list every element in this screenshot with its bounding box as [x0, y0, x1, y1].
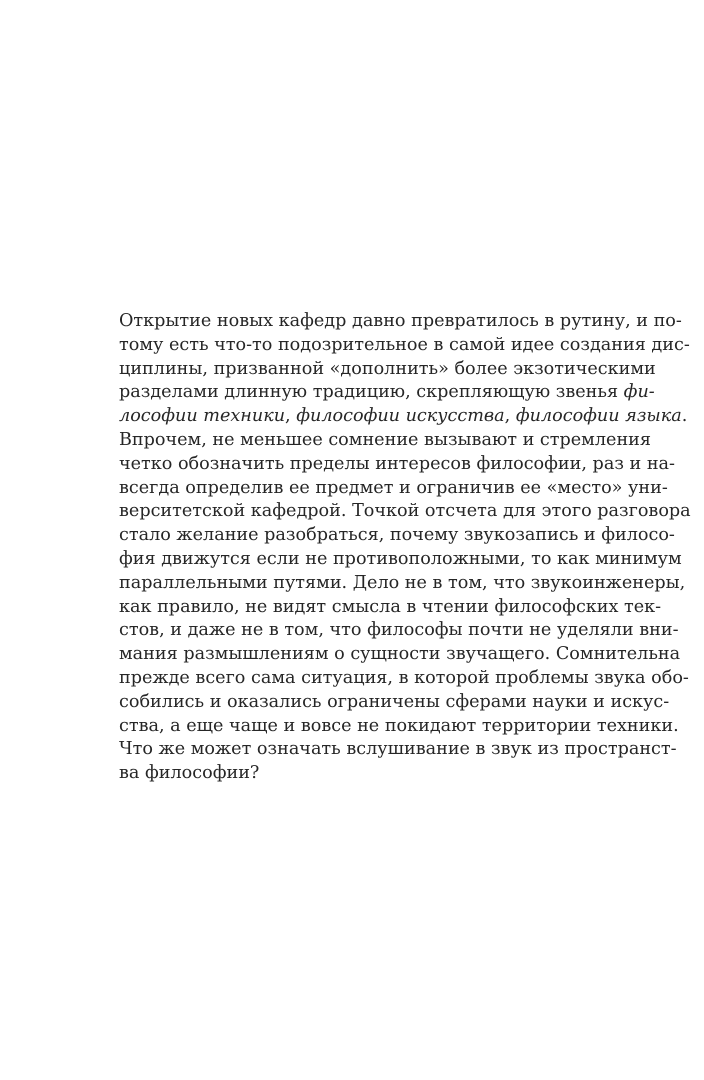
- text-line: [119, 381, 655, 405]
- text-segment: Что же может означать вслушивание в звук из пространст-: [119, 739, 677, 760]
- text-segment: всегда определив ее предмет и ограничив ее «место» уни-: [119, 477, 668, 498]
- italic-text-segment: лософии техники: [119, 406, 286, 427]
- text-segment: стов, и даже не в том, что философы почти не уделяли вни-: [119, 620, 679, 641]
- text-segment: четко обозначить пределы интересов философии, раз и на-: [119, 453, 675, 474]
- text-line: [119, 596, 662, 620]
- italic-text-segment: фи-: [623, 382, 655, 403]
- text-line: [119, 715, 679, 739]
- text-line: [119, 310, 682, 334]
- italic-text-segment: философии языка: [515, 406, 682, 427]
- text-segment: тому есть что-то подозрительное в самой идее создания дис-: [119, 334, 690, 355]
- text-line: [119, 619, 679, 643]
- text-segment: как правило, не видят смысла в чтении философских тек-: [119, 596, 662, 617]
- text-line: [119, 667, 689, 691]
- text-segment: собились и оказались ограничены сферами науки и искус-: [119, 691, 670, 712]
- text-line: [119, 762, 599, 786]
- text-segment: циплины, призванной «дополнить» более экзотическими: [119, 358, 656, 379]
- text-segment: Открытие новых кафедр давно превратилось в рутину, и по-: [119, 311, 682, 331]
- text-segment: ,: [504, 406, 516, 427]
- text-segment: ства, а еще чаще и вовсе не покидают территории техники.: [119, 715, 679, 736]
- text-segment: стало желание разобраться, почему звукозапись и филосо-: [119, 525, 675, 546]
- text-line: [119, 643, 681, 667]
- text-line: [119, 572, 686, 596]
- text-line: [119, 477, 668, 501]
- text-line: [119, 524, 675, 548]
- text-segment: разделами длинную традицию, скрепляющую звенья: [119, 382, 624, 403]
- text-segment: верситетской кафедрой. Точкой отсчета для этого разговора: [119, 501, 691, 522]
- text-line: [119, 500, 691, 524]
- text-segment: Впрочем, не меньшее сомнение вызывают и стремления: [119, 429, 652, 450]
- text-line: [119, 358, 656, 382]
- text-segment: прежде всего сама ситуация, в которой проблемы звука обо-: [119, 667, 689, 688]
- text-line: [119, 691, 670, 715]
- text-segment: фия движутся если не противоположными, то как минимум: [119, 548, 682, 569]
- text-line: [119, 738, 677, 762]
- text-segment: .: [681, 406, 688, 427]
- text-line: [119, 548, 682, 572]
- text-line: [119, 429, 652, 453]
- text-segment: ,: [285, 406, 297, 427]
- text-line: [119, 453, 675, 477]
- italic-text-segment: философии искусства: [296, 406, 505, 427]
- body-paragraph: [119, 310, 691, 786]
- text-segment: параллельными путями. Дело не в том, что звукоинженеры,: [119, 572, 686, 593]
- text-line: [119, 334, 690, 358]
- text-segment: мания размышлениям о сущности звучащего. Сомнительна: [119, 644, 681, 665]
- text-line: [119, 405, 688, 429]
- text-segment: ва философии?: [119, 763, 260, 784]
